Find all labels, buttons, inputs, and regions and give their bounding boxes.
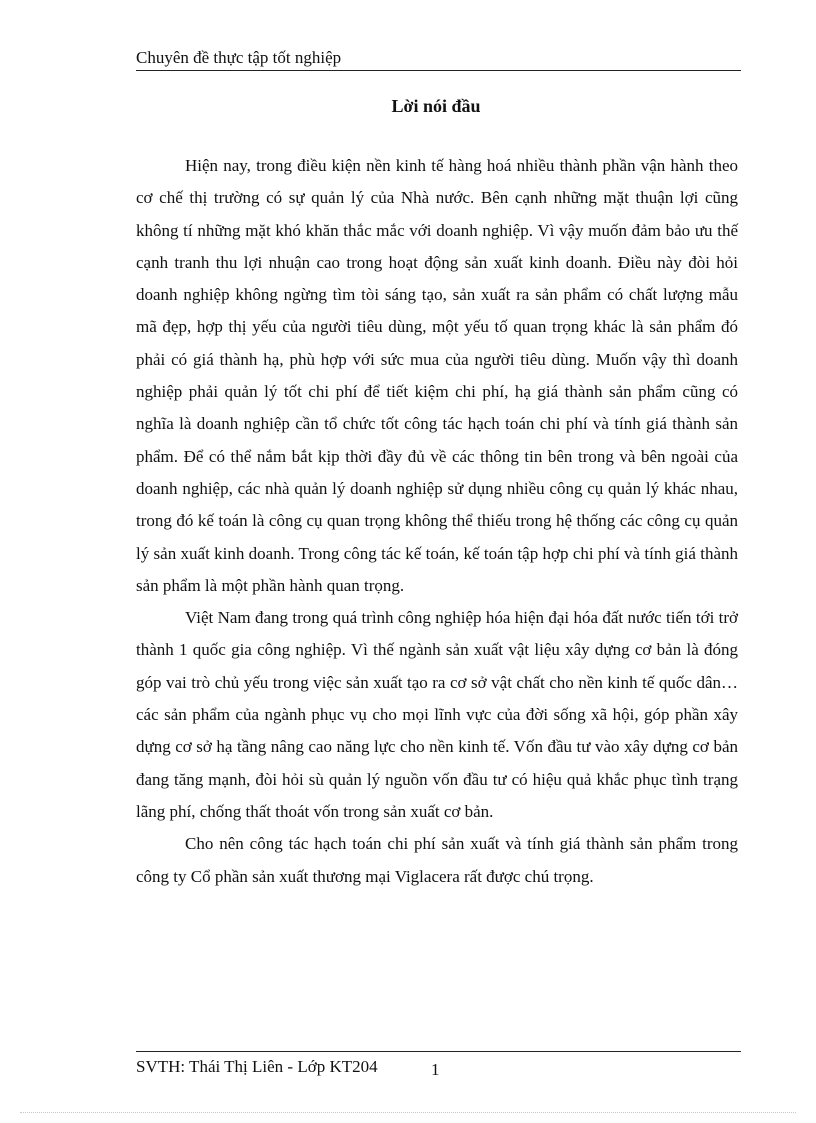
page-title: Lời nói đầu (391, 96, 481, 116)
body-text (136, 150, 738, 893)
paragraph: Hiện nay, trong điều kiện nền kinh tế hàng hoá nhiều thành phần vận hành theo cơ chế thị trường có sự quản lý của Nhà nước. Bên cạnh những mặt thuận lợi cũng không tí những mặt khó khăn thắc mắc với doanh nghiệp. Vì vậy muốn đảm bảo ưu thế cạnh tranh thu lợi nhuận cao trong hoạt động sản xuất kinh doanh. Điều này đòi hỏi doanh nghiệp không ngừng tìm tòi sáng tạo, sản xuất ra sản phẩm có chất lượng mẫu mã đẹp, hợp thị yếu của người tiêu dùng, một yếu tố quan trọng khác là sản phẩm đó phải có giá thành hạ, phù hợp với sức mua của người tiêu dùng. Muốn vậy thì doanh nghiệp phải quản lý tốt chi phí để tiết kiệm chi phí, hạ giá thành sản phẩm cũng có nghĩa là doanh nghiệp cần tổ chức tốt công tác hạch toán chi phí và tính giá thành sản phẩm. Để có thể nắm bắt kịp thời đầy đủ về các thông tin bên trong và bên ngoài của doanh nghiệp, các nhà quản lý doanh nghiệp sử dụng nhiều công cụ quản lý khác nhau, trong đó kế toán là công cụ quan trọng không thể thiếu trong hệ thống các công cụ quản lý sản xuất kinh doanh. Trong công tác kế toán, kế toán tập hợp chi phí và tính giá thành sản phẩm là một phần hành quan trọng. (136, 156, 738, 595)
paragraph: Cho nên công tác hạch toán chi phí sản xuất và tính giá thành sản phẩm trong công ty Cổ phần sản xuất thương mại Viglacera rất được chú trọng. (136, 834, 738, 886)
page-number: 1 (431, 1060, 440, 1079)
page-edge-divider (20, 1112, 796, 1113)
footer-divider (136, 1051, 741, 1052)
running-header: Chuyên đề thực tập tốt nghiệp (136, 48, 342, 67)
paragraph: Việt Nam đang trong quá trình công nghiệp hóa hiện đại hóa đất nước tiến tới trở thành 1 quốc gia công nghiệp. Vì thế ngành sản xuất vật liệu xây dựng cơ bản là đóng góp vai trò chủ yếu trong việc sản xuất tạo ra cơ sở vật chất cho nền kinh tế quốc dân… các sản phẩm của ngành phục vụ cho mọi lĩnh vực của đời sống xã hội, góp phần xây dựng cơ sở hạ tầng nâng cao năng lực cho nền kinh tế. Vốn đầu tư vào xây dựng cơ bản đang tăng mạnh, đòi hỏi sù quản lý nguồn vốn đầu tư có hiệu quả khắc phục tình trạng lãng phí, chống thất thoát vốn trong sản xuất cơ bản. (136, 608, 738, 821)
running-footer: SVTH: Thái Thị Liên - Lớp KT204 (136, 1057, 378, 1076)
header-divider (136, 70, 741, 71)
